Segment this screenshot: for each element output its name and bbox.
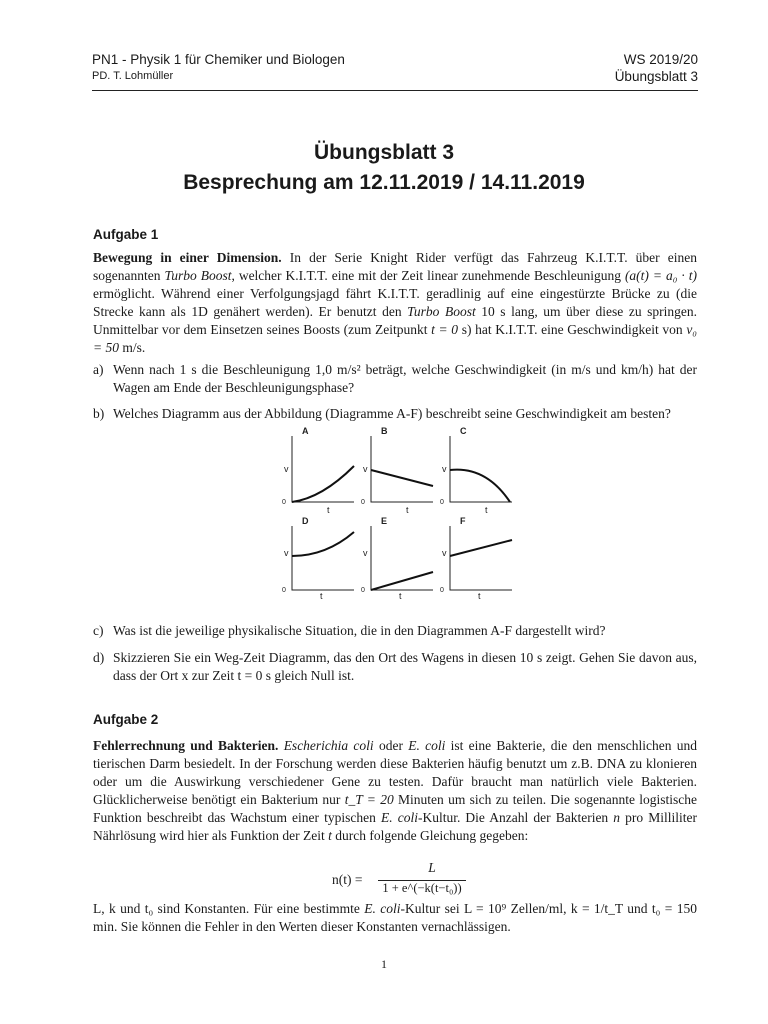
initial-velocity: v₀ = 50	[93, 322, 697, 355]
turbo-boost-term: Turbo Boost	[164, 268, 232, 283]
curve	[450, 540, 512, 556]
task2-text-6: pro Milliliter Nährlösung wird hier als Funktion der Zeit	[93, 810, 697, 843]
division-time: t_T = 20	[344, 792, 394, 807]
axis-label-v: v	[363, 464, 368, 474]
item-label: c)	[93, 623, 104, 638]
velocity-diagrams-figure	[270, 424, 520, 604]
item-label: d)	[93, 650, 105, 665]
axis-label-v: v	[284, 548, 289, 558]
diagram-letter: F	[460, 516, 466, 526]
axis-label-v: v	[442, 548, 447, 558]
turbo-boost-term-2: Turbo Boost	[407, 304, 476, 319]
logistic-equation	[300, 860, 500, 900]
axis-label-t: t	[399, 591, 402, 601]
var-n: n	[613, 810, 621, 825]
item-label: b)	[93, 406, 105, 421]
lecturer-name: PD. T. Lohmüller	[92, 70, 174, 82]
origin-label: 0	[282, 499, 286, 506]
task1-lead: Bewegung in einer Dimension.	[93, 250, 282, 265]
origin-label: 0	[440, 499, 444, 506]
equation-numerator: L	[428, 860, 436, 875]
task2-text-5: -Kultur. Die Anzahl der Bakterien	[417, 810, 614, 825]
diagram-letter: C	[460, 426, 467, 436]
diagram-letter: A	[302, 426, 309, 436]
item-label: a)	[93, 362, 104, 377]
curve	[450, 470, 510, 502]
var-t: t	[328, 828, 332, 843]
task2-intro	[93, 737, 697, 845]
axes	[292, 526, 354, 590]
course-title: PN1 - Physik 1 für Chemiker und Biologen	[92, 52, 345, 67]
item-text: Wenn nach 1 s die Beschleunigung 1,0 m/s² beträgt, welche Geschwindigkeit (in m/s und km/h) hat der Wagen am Ende der Beschleunigungsphase?	[113, 362, 697, 395]
item-text: Was ist die jeweilige physikalische Situation, die in den Diagrammen A-F dargestellt wird?	[113, 623, 606, 638]
title-line-2: Besprechung am 12.11.2019 / 14.11.2019	[183, 171, 585, 194]
acceleration-formula: (a(t) = a₀ · t)	[624, 268, 697, 283]
task2-text-3: ist eine Bakterie, die den menschlichen und tierischen Darm besiedelt. In der Forschung werden diese Bakterien häufig benutzt um z.B. DNA zu klonieren oder um die Auswirkung verschiedener Gene zu testen. Dafür braucht man natürlich viele Bakterien. Glücklicherweise benötigt ein Bakterium nur	[93, 738, 697, 807]
axes	[450, 526, 512, 590]
page-title	[0, 138, 768, 198]
diagram-c	[440, 426, 512, 515]
axis-label-t: t	[320, 591, 323, 601]
curve	[292, 532, 354, 556]
constants-text-2: -Kultur sei L = 10⁹ Zellen/ml, k = 1/t_T und t₀ = 150 min. Sie können die Fehler in den Werten dieser Konstanten vernachlässigen.	[93, 901, 697, 934]
axis-label-v: v	[284, 464, 289, 474]
page-number: 1	[381, 957, 387, 971]
task2-lead: Fehlerrechnung und Bakterien.	[93, 738, 279, 753]
item-text: Welches Diagramm aus der Abbildung (Diagramme A-F) beschreibt seine Geschwindigkeit am besten?	[113, 406, 671, 421]
sheet-label: Übungsblatt 3	[614, 69, 698, 84]
task1-text-4: 10 s lang, um über diese zu springen. Unmittelbar vor dem Einsetzen seines Boosts (zum Zeitpunkt	[93, 304, 697, 337]
task1-intro	[93, 249, 697, 357]
curve	[292, 466, 354, 502]
header-rule	[92, 90, 698, 91]
constants-text-1: L, k und t₀ sind Konstanten. Für eine bestimmte	[93, 901, 365, 916]
diagram-letter: B	[381, 426, 388, 436]
axis-label-t: t	[485, 505, 488, 515]
task1-text-2: , welcher K.I.T.T. eine mit der Zeit linear zunehmende Beschleunigung	[231, 268, 625, 283]
axis-label-t: t	[327, 505, 330, 515]
axes	[292, 436, 354, 502]
diagram-d	[282, 516, 354, 601]
axes	[371, 436, 433, 502]
diagram-letter: E	[381, 516, 388, 526]
origin-label: 0	[440, 587, 444, 594]
diagram-e	[361, 516, 433, 601]
equation-denominator: 1 + e^(−k(t−t₀))	[382, 881, 462, 895]
diagram-f	[440, 516, 512, 601]
curve	[371, 470, 433, 486]
ecoli-full-name: Escherichia coli	[283, 738, 374, 753]
axis-label-v: v	[442, 464, 447, 474]
task2-text-4: Minuten um sich zu teilen. Die sogenannte logistische Funktion beschreibt das Wachstum einer typischen	[93, 792, 697, 825]
axis-label-v: v	[363, 548, 368, 558]
task1-text-5: s) hat K.I.T.T. eine Geschwindigkeit von	[458, 322, 687, 337]
diagram-b	[361, 426, 433, 515]
task1-text-1: In der Serie Knight Rider verfügt das Fahrzeug K.I.T.T. über einen sogenannten	[93, 250, 697, 283]
ecoli-short: E. coli	[408, 738, 446, 753]
origin-label: 0	[282, 587, 286, 594]
task2-text-2: oder	[373, 738, 409, 753]
diagram-a	[282, 426, 354, 515]
axis-label-t: t	[478, 591, 481, 601]
origin-label: 0	[361, 499, 365, 506]
task2-heading: Aufgabe 2	[93, 712, 159, 727]
task2-text-7: durch folgende Gleichung gegeben:	[331, 828, 529, 843]
semester-label: WS 2019/20	[623, 52, 698, 67]
task1-heading: Aufgabe 1	[93, 227, 159, 242]
equation-lhs: n(t) =	[332, 872, 363, 887]
time-zero: t = 0	[431, 322, 459, 337]
item-text: Skizzieren Sie ein Weg-Zeit Diagramm, das den Ort des Wagens in diesen 10 s zeigt. Gehen Sie davon aus, dass der Ort x zur Zeit t = 0 s gleich Null ist.	[113, 650, 697, 683]
title-line-1: Übungsblatt 3	[314, 141, 454, 164]
diagram-letter: D	[302, 516, 309, 526]
origin-label: 0	[361, 587, 365, 594]
axis-label-t: t	[406, 505, 409, 515]
ecoli-short-3: E. coli	[364, 901, 401, 916]
ecoli-short-2: E. coli	[380, 810, 418, 825]
task2-constants	[93, 900, 697, 936]
curve	[371, 572, 433, 590]
task1-text-3: ermöglicht. Während einer Verfolgungsjagd fährt K.I.T.T. geradlinig auf eine eingestürzte Brücke zu (die Strecke kann als 1D genähert werden). Er benutzt den	[93, 286, 697, 319]
task1-text-6: m/s.	[119, 340, 146, 355]
